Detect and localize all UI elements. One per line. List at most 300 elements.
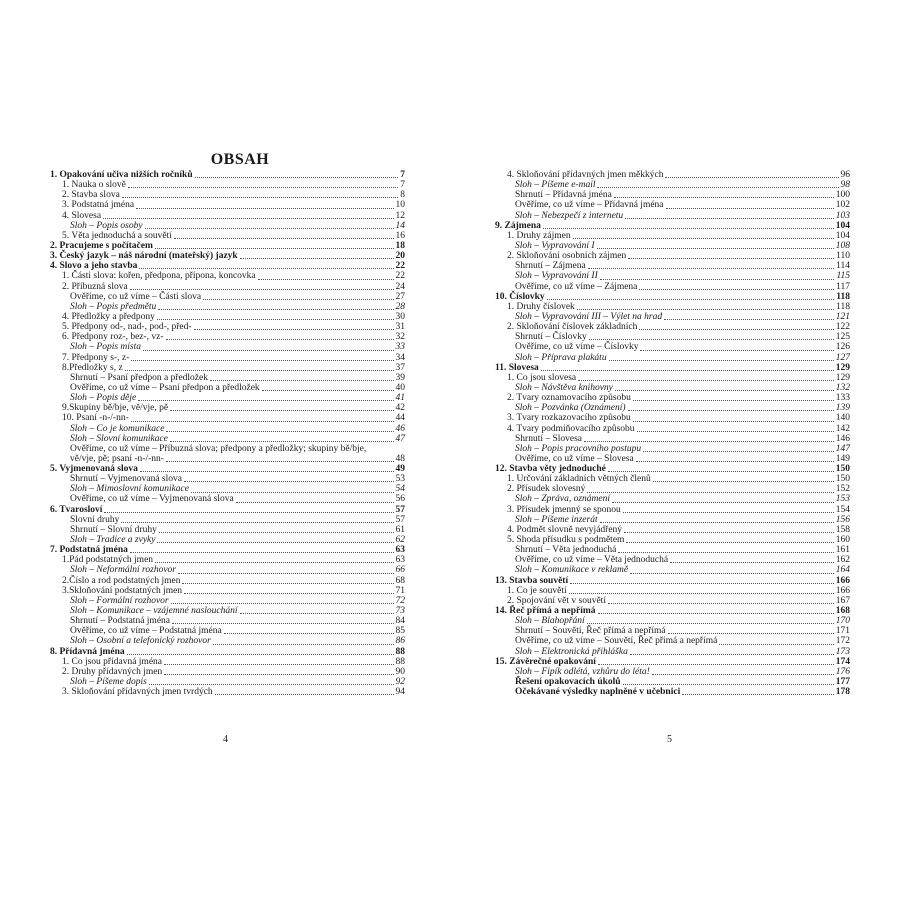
toc-entry-page: 110 <box>836 251 850 262</box>
toc-entry-page: 114 <box>836 261 850 272</box>
toc-leader-dots <box>127 654 394 655</box>
toc-entry-label: 5. Předpony od-, nad-, pod-, před- <box>62 322 192 333</box>
toc-leader-dots <box>174 238 394 239</box>
toc-entry <box>50 565 405 575</box>
toc-entry <box>495 282 850 292</box>
toc-entry-label: Sloh – Elektronická přihláška <box>515 646 628 657</box>
toc-entry <box>50 373 405 383</box>
toc-entry <box>50 413 405 423</box>
toc-leader-dots <box>131 360 393 361</box>
toc-entry-label: 2. Skloňování číslovek základních <box>507 322 638 333</box>
toc-entry <box>495 444 850 454</box>
toc-entry-label: 4. Tvary podmiňovacího způsobu <box>507 423 635 434</box>
toc-entry-label: Sloh – Blahopřání <box>515 616 585 627</box>
toc-entry-page: 53 <box>395 474 405 485</box>
toc-entry-label: Sloh – Mimoslovní komunikace <box>70 484 189 495</box>
toc-leader-dots <box>615 390 834 391</box>
toc-entry <box>50 211 405 221</box>
toc-leader-dots <box>637 431 834 432</box>
toc-leader-dots <box>547 299 835 300</box>
toc-entry-page: 46 <box>395 423 405 434</box>
toc-entry <box>50 282 405 292</box>
toc-entry-label: Sloh – Píšeme dopis <box>70 677 147 688</box>
toc-entry <box>495 647 850 657</box>
toc-entry-label: 12. Stavba věty jednoduché <box>495 464 606 475</box>
toc-entry-label: Sloh – Popis místa <box>70 342 141 353</box>
toc-entry-page: 42 <box>395 403 405 414</box>
toc-entry-page: 127 <box>835 352 850 363</box>
toc-entry-label: 10. Číslovky <box>495 291 545 302</box>
toc-entry <box>495 221 850 231</box>
toc-entry-page: 118 <box>836 301 850 312</box>
toc-entry-page: 92 <box>395 677 405 688</box>
toc-entry-label: Sloh – Popis pracovního postupu <box>515 443 642 454</box>
toc-entry <box>495 576 850 586</box>
toc-entry <box>50 626 405 636</box>
toc-entry-label: Shrnutí – Souvětí, Řeč přímá a nepřímá <box>515 626 666 637</box>
toc-leader-dots <box>612 502 834 503</box>
toc-entry-page: 7 <box>400 169 405 180</box>
toc-entry-page: 153 <box>835 494 850 505</box>
toc-leader-dots <box>191 492 394 493</box>
toc-entry <box>495 231 850 241</box>
toc-leader-dots <box>157 542 393 543</box>
toc-entry-page: 56 <box>395 494 405 505</box>
toc-entry-page: 129 <box>835 372 850 383</box>
toc-entry-label: Sloh – Neformální rozhovor <box>70 565 176 576</box>
toc-entry <box>495 555 850 565</box>
toc-entry-page: 27 <box>395 291 405 302</box>
toc-leader-dots <box>577 309 834 310</box>
toc-entry-page: 48 <box>395 453 405 464</box>
toc-entry-label: Sloh – Příprava plakátu <box>515 352 607 363</box>
toc-entry-page: 62 <box>395 535 405 546</box>
toc-entry-label: 4. Slovesa <box>62 210 102 221</box>
toc-entry <box>50 515 405 525</box>
toc-entry-page: 57 <box>395 504 405 515</box>
toc-entry-label: Ověříme, co už víme – Vyjmenovaná slova <box>70 494 234 505</box>
toc-entry-label: 1. Opakování učiva nižších ročníků <box>50 169 193 180</box>
toc-entry-label: Shrnutí – Podstatná jména <box>70 616 171 627</box>
toc-entry <box>50 657 405 667</box>
toc-entry-page: 172 <box>835 636 850 647</box>
toc-entry-page: 152 <box>835 484 850 495</box>
toc-leader-dots <box>541 370 834 371</box>
toc-entry-page: 34 <box>395 352 405 363</box>
toc-entry-page: 174 <box>835 656 850 667</box>
toc-entry-label: 6. Předpony roz-, bez-, vz- <box>62 332 164 343</box>
toc-entry-label: vě/vje, pě; psaní -n-/-nn- <box>70 453 164 464</box>
toc-leader-dots <box>157 319 394 320</box>
toc-entry-page: 104 <box>835 230 850 241</box>
toc-leader-dots <box>682 694 834 695</box>
toc-entry-label: Sloh – Fipík odlétá, vzhůru do léta! <box>515 666 650 677</box>
toc-leader-dots <box>170 441 394 442</box>
toc-entry-page: 158 <box>835 524 850 535</box>
toc-leader-dots <box>608 603 834 604</box>
toc-leader-dots <box>664 319 834 320</box>
toc-entry <box>50 424 405 434</box>
toc-leader-dots <box>666 208 834 209</box>
toc-entry-page: 154 <box>835 504 850 515</box>
toc-entry-label: Sloh – Návštěva knihovny <box>515 382 613 393</box>
toc-entry <box>50 170 405 180</box>
toc-leader-dots <box>643 451 834 452</box>
toc-leader-dots <box>172 623 393 624</box>
toc-leader-dots <box>670 562 834 563</box>
toc-entry-label: 5. Vyjmenovaná slova <box>50 464 138 475</box>
toc-leader-dots <box>719 644 833 645</box>
toc-entry-label: 5. Shoda přísudku s podmětem <box>507 535 625 546</box>
toc-leader-dots <box>598 613 834 614</box>
toc-entry <box>50 261 405 271</box>
toc-entry <box>495 454 850 464</box>
toc-entry-page: 100 <box>835 190 850 201</box>
toc-entry <box>495 525 850 535</box>
toc-leader-dots <box>184 593 393 594</box>
toc-entry-label: 1. Druhy zájmen <box>507 230 571 241</box>
toc-entry-label: 3.Skloňování podstatných jmen <box>62 585 183 596</box>
toc-entry-label: Ověříme, co už víme – Zájmena <box>515 281 638 292</box>
toc-entry-label: 1. Co je souvětí <box>507 585 567 596</box>
toc-leader-dots <box>140 471 394 472</box>
toc-leader-dots <box>639 289 834 290</box>
toc-entry <box>50 231 405 241</box>
toc-leader-dots <box>178 573 394 574</box>
toc-entry-page: 73 <box>395 606 405 617</box>
toc-entry <box>495 383 850 393</box>
toc-entry-page: 122 <box>835 322 850 333</box>
toc-leader-dots <box>597 248 834 249</box>
toc-entry-page: 139 <box>835 403 850 414</box>
toc-leader-dots <box>240 613 394 614</box>
toc-leader-dots <box>587 492 833 493</box>
toc-entry <box>495 434 850 444</box>
toc-entry <box>50 505 405 515</box>
toc-entry <box>50 464 405 474</box>
page-number-left: 4 <box>223 734 228 745</box>
toc-leader-dots <box>103 218 393 219</box>
toc-entry <box>495 545 850 555</box>
toc-entry <box>50 200 405 210</box>
toc-entry-label: 7. Podstatná jména <box>50 545 128 556</box>
toc-entry <box>495 353 850 363</box>
toc-entry-label: Shrnutí – Číslovky <box>515 332 587 343</box>
page-number-right: 5 <box>667 734 672 745</box>
toc-entry-label: Slovní druhy <box>70 514 120 525</box>
toc-entry-label: 3. Tvary rozkazovacího způsobu <box>507 413 631 424</box>
toc-entry <box>495 373 850 383</box>
toc-leader-dots <box>240 258 394 259</box>
toc-entry <box>50 312 405 322</box>
toc-leader-dots <box>155 562 393 563</box>
toc-entry <box>495 403 850 413</box>
toc-entry-page: 125 <box>835 332 850 343</box>
toc-entry <box>495 484 850 494</box>
toc-entry-page: 162 <box>835 555 850 566</box>
toc-leader-dots <box>164 664 394 665</box>
toc-entry-label: Shrnutí – Věta jednoduchá <box>515 545 617 556</box>
toc-leader-dots <box>215 694 394 695</box>
toc-leader-dots <box>195 177 399 178</box>
toc-entry-label: 3. Podstatná jména <box>62 200 135 211</box>
toc-leader-dots <box>171 603 394 604</box>
toc-entry-page: 71 <box>395 585 405 596</box>
toc-entry-page: 40 <box>395 382 405 393</box>
toc-entry-page: 118 <box>836 291 850 302</box>
toc-leader-dots <box>143 350 394 351</box>
toc-entry-label: Sloh – Formální rozhovor <box>70 595 169 606</box>
toc-leader-dots <box>128 187 398 188</box>
toc-entry-page: 33 <box>395 342 405 353</box>
toc-entry <box>495 657 850 667</box>
toc-entry-label: 11. Slovesa <box>495 362 539 373</box>
toc-leader-dots <box>130 289 394 290</box>
toc-entry-page: 31 <box>395 322 405 333</box>
page-title: OBSAH <box>210 151 270 168</box>
toc-entry-page: 20 <box>395 251 405 262</box>
toc-entry-label: Ověříme, co už víme – Věta jednoduchá <box>515 555 669 566</box>
toc-leader-dots <box>203 299 393 300</box>
toc-entry <box>495 292 850 302</box>
toc-entry <box>50 525 405 535</box>
toc-leader-dots <box>588 268 834 269</box>
toc-entry-label: 10. Psaní -n-/-nn- <box>62 413 129 424</box>
toc-leader-dots <box>569 593 834 594</box>
toc-entry-page: 102 <box>835 200 850 211</box>
toc-entry-label: Sloh – Píšeme e-mail <box>515 180 596 191</box>
toc-entry <box>50 545 405 555</box>
toc-entry-page: 173 <box>835 646 850 657</box>
toc-entry-page: 108 <box>835 240 850 251</box>
toc-entry <box>495 586 850 596</box>
toc-entry-label: 2. Pracujeme s počítačem <box>50 240 153 251</box>
toc-leader-dots <box>262 390 394 391</box>
toc-entry-page: 94 <box>395 687 405 698</box>
toc-entry-label: Sloh – Komunikace v reklamě <box>515 565 629 576</box>
toc-leader-dots <box>236 502 394 503</box>
toc-entry-page: 63 <box>395 555 405 566</box>
toc-entry-label: 9. Zájmena <box>495 220 541 231</box>
toc-entry-page: 149 <box>835 453 850 464</box>
toc-entry-label: Shrnutí – Slovesa <box>515 433 583 444</box>
toc-entry <box>495 464 850 474</box>
toc-entry-page: 147 <box>835 443 850 454</box>
toc-entry-page: 88 <box>395 656 405 667</box>
toc-entry-page: 63 <box>395 545 405 556</box>
toc-entry-label: Ověříme, co už víme – Části slova <box>70 291 202 302</box>
toc-entry-label: Řešení opakovacích úkolů <box>515 677 621 688</box>
toc-entry <box>495 312 850 322</box>
toc-entry <box>50 495 405 505</box>
toc-entry <box>50 271 405 281</box>
toc-entry <box>495 302 850 312</box>
toc-leader-dots <box>224 633 394 634</box>
toc-leader-dots <box>630 654 834 655</box>
toc-entry <box>495 505 850 515</box>
toc-entry-label: Sloh – Vypravování I <box>515 240 595 251</box>
toc-entry-page: 90 <box>395 666 405 677</box>
toc-leader-dots <box>184 481 394 482</box>
toc-entry <box>495 363 850 373</box>
toc-entry-label: Sloh – Vypravování III – Výlet na hrad <box>515 311 663 322</box>
toc-entry-page: 28 <box>395 301 405 312</box>
toc-leader-dots <box>164 674 393 675</box>
toc-entry-page: 61 <box>395 524 405 535</box>
toc-leader-dots <box>614 197 834 198</box>
toc-entry <box>50 383 405 393</box>
toc-entry <box>495 515 850 525</box>
toc-entry-page: 88 <box>395 646 405 657</box>
toc-entry-label: 4. Podmět slovně nevyjádřený <box>507 524 623 535</box>
toc-leader-dots <box>609 360 834 361</box>
toc-entry-label: Ověříme, co už víme – Přídavná jména <box>515 200 664 211</box>
toc-entry <box>495 596 850 606</box>
toc-entry-label: 1. Určování základních větných členů <box>507 474 651 485</box>
toc-entry-page: 168 <box>835 606 850 617</box>
toc-entry-label: 2. Spojování vět v souvětí <box>507 595 606 606</box>
toc-leader-dots <box>625 218 834 219</box>
toc-entry-page: 72 <box>395 595 405 606</box>
toc-entry <box>495 636 850 646</box>
toc-entry-label: Sloh – Popis děje <box>70 393 137 404</box>
toc-entry-label: Sloh – Píšeme inzerát <box>515 514 598 525</box>
toc-leader-dots <box>170 410 393 411</box>
toc-leader-dots <box>104 512 393 513</box>
toc-leader-dots <box>618 552 833 553</box>
toc-entry-page: 39 <box>395 372 405 383</box>
toc-entry <box>50 393 405 403</box>
toc-entry-label: 2. Stavba slova <box>62 190 120 201</box>
toc-entry-label: 1. Druhy číslovek <box>507 301 575 312</box>
toc-entry <box>50 434 405 444</box>
toc-entry <box>495 271 850 281</box>
toc-entry-label: 15. Závěrečné opakování <box>495 656 596 667</box>
toc-entry-label: Sloh – Zpráva, oznámení <box>515 494 610 505</box>
toc-entry <box>495 170 850 180</box>
toc-entry <box>495 211 850 221</box>
toc-leader-dots <box>624 532 834 533</box>
toc-leader-dots <box>623 512 834 513</box>
toc-entry <box>495 241 850 251</box>
toc-entry-page: 146 <box>835 433 850 444</box>
toc-entry <box>50 555 405 565</box>
toc-entry <box>495 474 850 484</box>
toc-entry-label: Shrnutí – Psaní předpon a předložek <box>70 372 208 383</box>
toc-entry <box>50 241 405 251</box>
toc-entry-page: 177 <box>835 677 850 688</box>
toc-leader-dots <box>125 370 394 371</box>
toc-entry-page: 68 <box>395 575 405 586</box>
toc-entry <box>50 586 405 596</box>
toc-entry-page: 160 <box>835 535 850 546</box>
toc-leader-dots <box>122 197 398 198</box>
toc-entry-label: Sloh – Tradice a zvyky <box>70 535 156 546</box>
toc-entry-page: 22 <box>395 261 405 272</box>
toc-entry <box>495 606 850 616</box>
toc-entry <box>50 474 405 484</box>
toc-entry <box>50 444 405 454</box>
toc-entry-page: 166 <box>835 585 850 596</box>
toc-leader-dots <box>194 329 394 330</box>
toc-entry <box>495 261 850 271</box>
toc-leader-dots <box>258 279 394 280</box>
toc-entry-page: 98 <box>840 180 850 191</box>
toc-leader-dots <box>121 522 393 523</box>
toc-entry-page: 161 <box>835 545 850 556</box>
toc-entry-page: 57 <box>395 514 405 525</box>
toc-entry <box>495 332 850 342</box>
toc-entry-page: 96 <box>840 169 850 180</box>
toc-entry-label: 1. Části slova: kořen, předpona, přípona, koncovka <box>62 271 256 282</box>
toc-entry <box>495 413 850 423</box>
toc-entry <box>495 565 850 575</box>
toc-entry-label: 4. Předložky a předpony <box>62 311 155 322</box>
toc-entry <box>50 596 405 606</box>
toc-entry-page: 126 <box>835 342 850 353</box>
toc-entry-page: 84 <box>395 616 405 627</box>
toc-entry <box>495 200 850 210</box>
toc-entry <box>495 342 850 352</box>
toc-leader-dots <box>138 400 393 401</box>
toc-leader-dots <box>136 208 393 209</box>
toc-leader-dots <box>608 471 834 472</box>
toc-entry-label: Sloh – Nebezpečí z internetu <box>515 210 624 221</box>
toc-entry <box>50 322 405 332</box>
toc-entry <box>495 626 850 636</box>
toc-entry-label: Shrnutí – Vyjmenovaná slova <box>70 474 182 485</box>
toc-leader-dots <box>159 532 394 533</box>
toc-entry-page: 41 <box>395 393 405 404</box>
toc-entry <box>50 190 405 200</box>
toc-entry-page: 37 <box>395 362 405 373</box>
toc-entry-label: 8.Předložky s, z <box>62 362 123 373</box>
toc-entry-page: 32 <box>395 332 405 343</box>
toc-entry-page: 12 <box>395 210 405 221</box>
toc-entry <box>50 687 405 697</box>
toc-entry-page: 117 <box>836 281 850 292</box>
toc-entry-page: 164 <box>835 565 850 576</box>
toc-entry-page: 156 <box>835 514 850 525</box>
toc-entry-page: 22 <box>395 271 405 282</box>
toc-entry-label: 2. Příbuzná slova <box>62 281 128 292</box>
toc-right-column <box>495 170 850 697</box>
toc-entry-label: 2. Skloňování osobních zájmen <box>507 251 627 262</box>
toc-entry-page: 171 <box>835 626 850 637</box>
toc-entry <box>50 292 405 302</box>
toc-entry-page: 150 <box>835 464 850 475</box>
toc-entry-page: 104 <box>835 220 850 231</box>
toc-entry-page: 121 <box>835 311 850 322</box>
toc-leader-dots <box>589 339 834 340</box>
toc-leader-dots <box>628 258 834 259</box>
toc-leader-dots <box>166 431 393 432</box>
toc-entry <box>495 190 850 200</box>
toc-entry <box>50 647 405 657</box>
toc-leader-dots <box>633 421 834 422</box>
toc-entry-label: 3. Skloňování přídavných jmen tvrdých <box>62 687 213 698</box>
toc-entry-page: 47 <box>395 433 405 444</box>
toc-entry-page: 18 <box>395 240 405 251</box>
toc-entry-page: 24 <box>395 281 405 292</box>
toc-entry <box>50 667 405 677</box>
toc-entry-label: Ověříme, co už víme – Příbuzná slova; předpony a předložky; skupiny bě/bje, <box>70 443 367 454</box>
toc-entry <box>50 180 405 190</box>
toc-leader-dots <box>636 461 834 462</box>
toc-entry-page: 30 <box>395 311 405 322</box>
toc-leader-dots <box>639 329 833 330</box>
toc-entry-label: 2. Tvary oznamovacího způsobu <box>507 393 631 404</box>
